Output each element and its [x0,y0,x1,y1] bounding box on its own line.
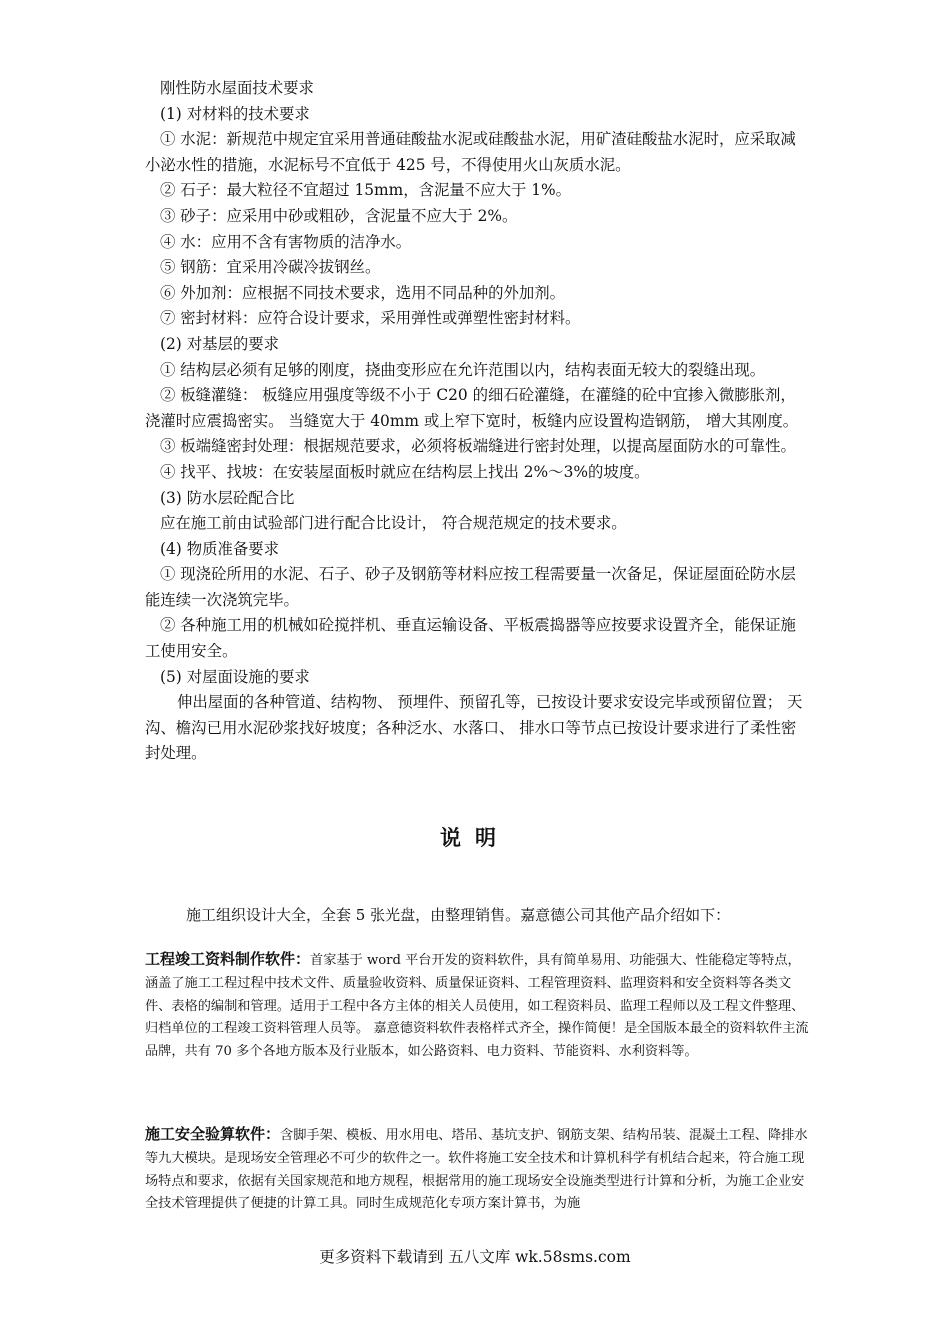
product-name: 工程竣工资料制作软件： [145,950,311,968]
requirement-line: (3) 防水层砼配合比 [160,488,295,507]
intro-paragraph: 施工组织设计大全，全套 5 张光盘，由整理销售。嘉意德公司其他产品介绍如下： [186,906,731,924]
requirement-line: ② 板缝灌缝： 板缝应用强度等级不小于 C20 的细石砼灌缝，在灌缝的砼中宜掺入微膨胀剂，浇灌时应震捣密实。 当缝宽大于 40mm 或上窄下宽时，板缝内应设置构造钢筋， 增大其刚度。 [145,386,799,430]
product-description [145,1123,810,1214]
requirement-line: ⑤ 钢筋：宜采用冷碳冷拔钢丝。 [160,258,381,277]
requirement-line: ⑦ 密封材料：应符合设计要求，采用弹性或弹塑性密封材料。 [160,309,581,328]
roof-requirements-section [145,76,810,767]
explanation-title: 说明 [440,825,510,850]
section-heading: 刚性防水屋面技术要求 [160,79,314,97]
requirement-line: ④ 水：应用不含有害物质的洁净水。 [160,232,412,251]
product-desc: 含脚手架、模板、用水用电、塔吊、基坑支护、钢筋支架、结构吊装、混凝土工程、降排水等九大模块。是现场安全管理必不可少的软件之一。软件将施工安全技术和计算机科学有机结合起来，符合施工现场特点和要求，依据有关国家规范和地方规程，根据常用的施工现场安全设施类型进行计算和分析，为施工企业安全技术管理提供了便捷的计算工具。同时生成规范化专项方案计算书，为施 [145,1128,808,1212]
requirement-line: ① 结构层必须有足够的刚度，挠曲变形应在允许范围以内，结构表面无较大的裂缝出现。 [160,360,766,379]
product-desc: 首家基于 word 平台开发的资料软件，具有简单易用、功能强大、性能稳定等特点，涵盖了施工工程过程中技术文件、质量验收资料、质量保证资料、工程管理资料、监理资料和安全资料等各类文件、表格的编制和管理。适用于工程中各方主体的相关人员使用，如工程资料员、监理工程师以及工程文件整理、归档单位的工程竣工资料管理人员等。 嘉意德资料软件表格样式齐全，操作简便！是全国版本最全的资料软件主流品牌，共有 70 多个各地方版本及行业版本，如公路资料、电力资料、节能资料、水利资料等。 [145,953,809,1060]
requirement-line: (1) 对材料的技术要求 [160,104,310,123]
requirement-line: 伸出屋面的各种管道、结构物、 预埋件、预留孔等，已按设计要求安设完毕或预留位置； 天沟、檐沟已用水泥砂浆找好坡度；各种泛水、水落口、 排水口等节点已按设计要求进行了柔性密封处理。 [145,693,803,763]
requirement-line: (2) 对基层的要求 [160,334,280,353]
requirement-line: ① 水泥：新规范中规定宜采用普通硅酸盐水泥或硅酸盐水泥，用矿渣硅酸盐水泥时，应采取减小泌水性的措施，水泥标号不宜低于 425 号，不得使用火山灰质水泥。 [145,130,796,174]
requirement-line: ② 各种施工用的机械如砼搅拌机、垂直运输设备、平板震捣器等应按要求设置齐全，能保证施工使用安全。 [145,616,796,661]
requirement-line: (5) 对屋面设施的要求 [160,667,310,686]
requirement-line: ④ 找平、找坡：在安装屋面板时就应在结构层上找出 2%～3%的坡度。 [160,462,650,481]
requirement-list [145,102,810,767]
requirement-line: (4) 物质准备要求 [160,539,280,558]
footer-text: 更多资料下载请到 五八文库 wk.58sms.com [319,1248,631,1266]
requirement-line: ⑥ 外加剂：应根据不同技术要求，选用不同品种的外加剂。 [160,283,566,302]
requirement-line: ② 石子：最大粒径不宜超过 15mm，含泥量不应大于 1%。 [160,181,572,200]
requirement-line: ③ 板端缝密封处理：根据规范要求，必须将板端缝进行密封处理，以提高屋面防水的可靠性。 [160,437,796,456]
product-description [145,948,810,1064]
product-name: 施工安全验算软件： [145,1125,281,1143]
requirement-line: ① 现浇砼所用的水泥、石子、砂子及钢筋等材料应按工程需要量一次备足，保证屋面砼防水层能连续一次浇筑完毕。 [145,565,796,609]
requirement-line: 应在施工前由试验部门进行配合比设计， 符合规范规定的技术要求。 [160,514,627,533]
requirement-line: ③ 砂子：应采用中砂或粗砂，含泥量不应大于 2%。 [160,206,518,225]
